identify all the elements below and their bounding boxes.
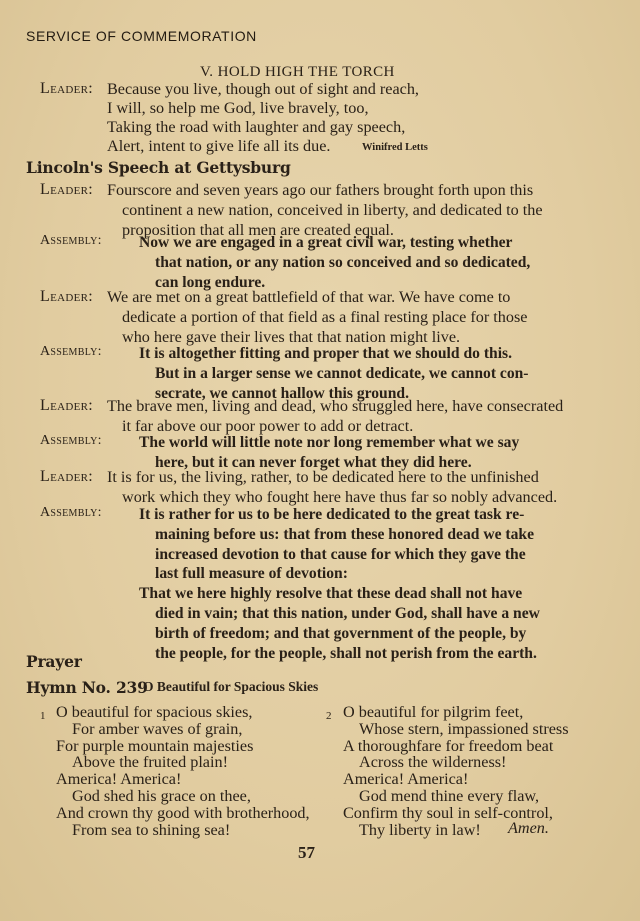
speech-line: We are met on a great battlefield of that war. We have come to [107, 288, 511, 306]
speech-line: maining before us: that from these honored dead we take [155, 525, 535, 543]
poem-line: I will, so help me God, live bravely, too, [107, 99, 369, 117]
role-label: Assembly: [40, 344, 102, 359]
speech-line: work which they who fought here have thus far so nobly advanced. [122, 487, 558, 506]
speech-line: who here gave their lives that that nation might live. [122, 327, 461, 346]
speech-line: birth of freedom; and that government of the people, by [155, 624, 527, 642]
hymn-label: Hymn No. 239 [26, 678, 148, 697]
speech-line: Now we are engaged in a great civil war, testing whether [139, 234, 513, 251]
speech-line: can long endure. [155, 273, 266, 291]
speech-line: That we here highly resolve that these dead shall not have [139, 585, 523, 603]
hymn-line: Confirm thy soul in self-control, [343, 803, 553, 822]
speech-line: increased devotion to that cause for which they gave the [155, 545, 526, 563]
poem-credit: Winifred Letts [362, 142, 428, 153]
hymn-title: O Beautiful for Spacious Skies [143, 679, 319, 694]
hymn-line: From sea to shining sea! [72, 820, 231, 839]
hymn-ending: Amen. [508, 819, 549, 837]
role-label: Leader: [40, 181, 93, 198]
role-label: Assembly: [40, 233, 102, 248]
speech-line: The brave men, living and dead, who struggled here, have consecrated [107, 397, 564, 415]
hymn-line: And crown thy good with brotherhood, [56, 803, 310, 822]
role-label: Leader: [40, 288, 93, 305]
role-label: Leader: [40, 80, 93, 97]
hymn-line: America! America! [56, 770, 182, 789]
speech-line: secrate, we cannot hallow this ground. [155, 384, 409, 402]
hymn-line: Whose stern, impassioned stress [359, 719, 569, 738]
hymn-line: A thoroughfare for freedom beat [343, 736, 554, 755]
hymn-line: O beautiful for spacious skies, [56, 703, 253, 721]
verse-number: 1 [40, 710, 46, 722]
role-label: Leader: [40, 468, 93, 485]
hymn-line: America! America! [343, 770, 469, 789]
gettysburg-heading: Lincoln's Speech at Gettysburg [26, 158, 291, 177]
role-label: Assembly: [40, 505, 102, 520]
speech-line: died in vain; that this nation, under God, shall have a new [155, 605, 540, 622]
speech-line: But in a larger sense we cannot dedicate, we cannot con- [155, 364, 529, 382]
hymn-line: For purple mountain majesties [56, 736, 254, 755]
hymn-line: Across the wilderness! [359, 753, 507, 772]
speech-line: continent a new nation, conceived in liberty, and dedicated to the [122, 200, 543, 219]
speech-line: the people, for the people, shall not perish from the earth. [155, 644, 537, 662]
hymn-line: God mend thine every flaw, [359, 787, 540, 805]
poem-line: Alert, intent to give life all its due. [107, 137, 331, 155]
hymn-line: Above the fruited plain! [72, 753, 228, 772]
hymn-line: O beautiful for pilgrim feet, [343, 703, 524, 721]
poem-line: Because you live, though out of sight and reach, [107, 80, 419, 98]
role-label: Leader: [40, 397, 93, 414]
hymn-line: Thy liberty in law! [359, 820, 481, 839]
speech-line: Fourscore and seven years ago our fathers brought forth upon this [107, 181, 534, 199]
hymn-line: God shed his grace on thee, [72, 787, 251, 805]
speech-line: The world will little note nor long remember what we say [139, 434, 520, 451]
speech-line: dedicate a portion of that field as a final resting place for those [122, 307, 528, 326]
running-head: SERVICE OF COMMEMORATION [26, 28, 257, 44]
hymn-line: For amber waves of grain, [72, 719, 243, 738]
speech-line: It is altogether fitting and proper that we should do this. [139, 345, 512, 362]
speech-line: It is rather for us to be here dedicated to the great task re- [139, 506, 525, 523]
page-number: 57 [298, 843, 315, 862]
speech-line: it far above our poor power to add or detract. [122, 416, 414, 435]
role-label: Assembly: [40, 433, 102, 448]
poem-line: Taking the road with laughter and gay speech, [107, 118, 406, 136]
speech-line: last full measure of devotion: [155, 565, 348, 583]
speech-line: proposition that all men are created equal. [122, 220, 394, 239]
section-title: V. HOLD HIGH THE TORCH [200, 64, 395, 80]
speech-line: here, but it can never forget what they did here. [155, 453, 472, 471]
verse-number: 2 [326, 710, 332, 722]
speech-line: It is for us, the living, rather, to be dedicated here to the unfinished [107, 468, 539, 486]
prayer-heading: Prayer [26, 652, 82, 671]
speech-line: that nation, or any nation so conceived and so dedicated, [155, 253, 531, 271]
